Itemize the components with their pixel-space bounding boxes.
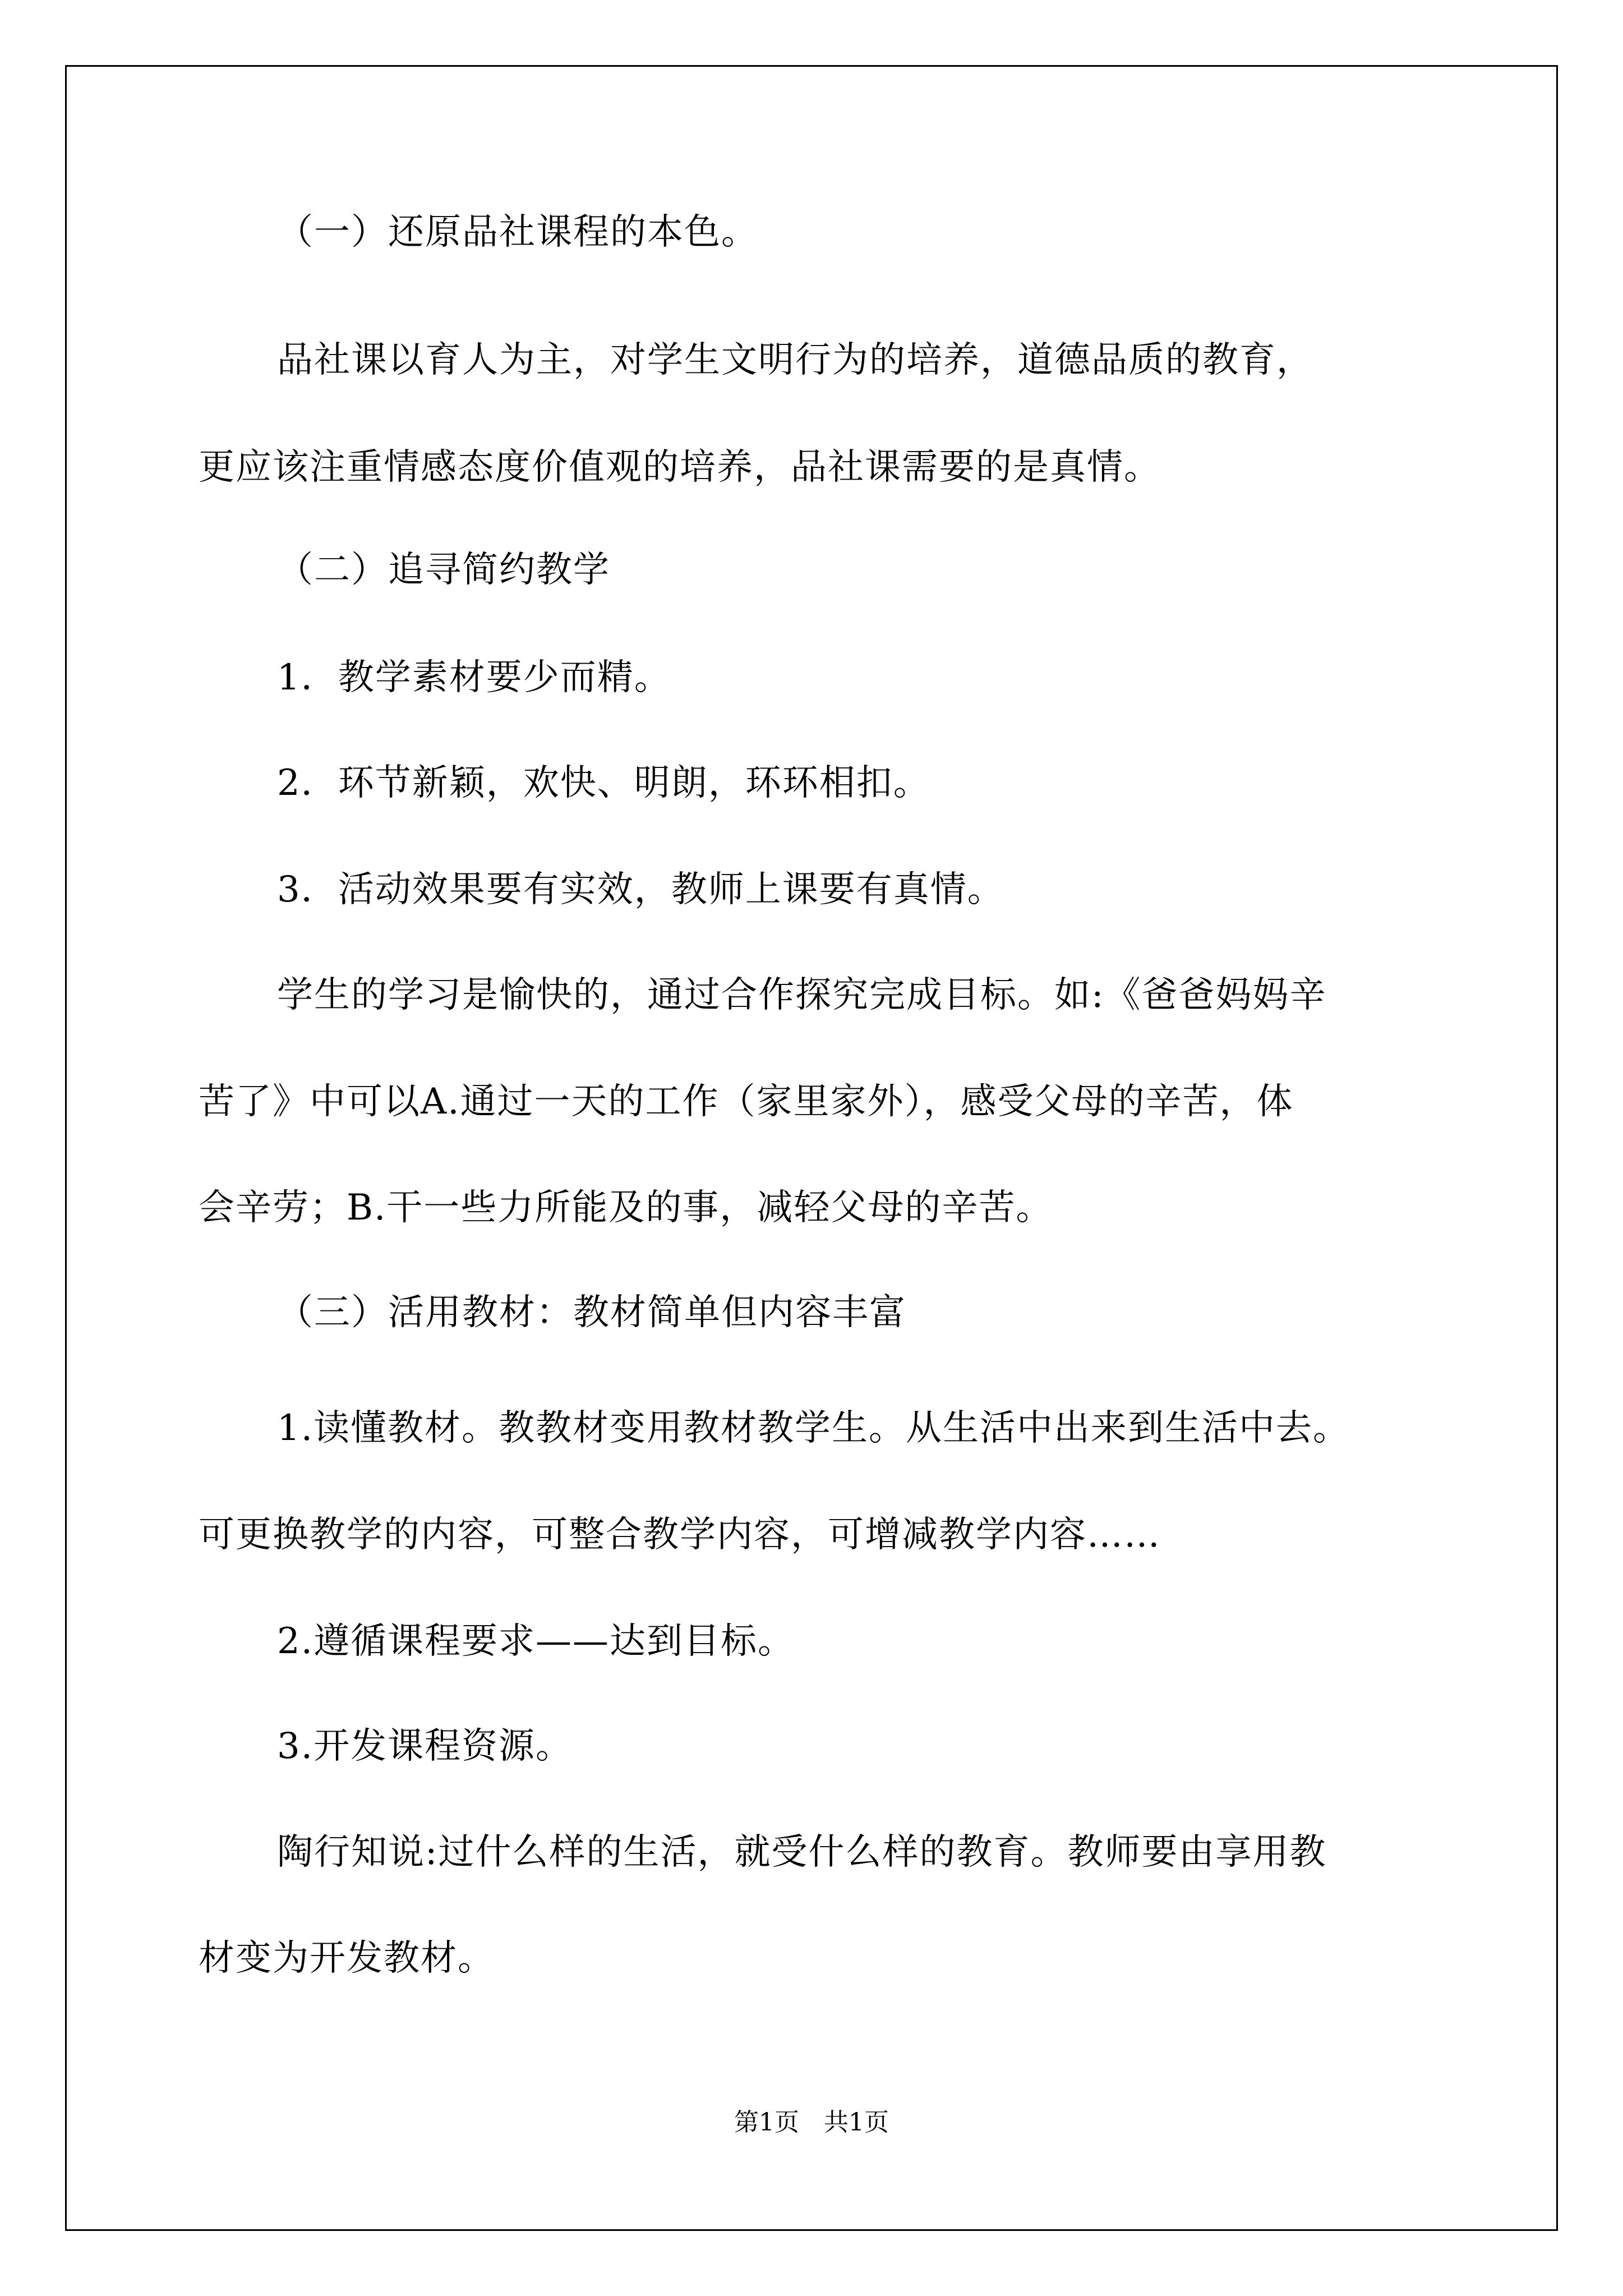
paragraph-line: 品社课以育人为主，对学生文明行为的培养，道德品质的教育， xyxy=(277,339,1313,381)
heading-1: （一）还原品社课程的本色。 xyxy=(277,211,758,253)
paragraph-line: 苦了》中可以A.通过一天的工作（家里家外），感受父母的辛苦，体 xyxy=(199,1081,1294,1122)
list-item: 3.开发课程资源。 xyxy=(277,1726,573,1767)
list-item: 2．环节新颖，欢快、明朗，环环相扣。 xyxy=(277,762,930,804)
paragraph-line: 可更换教学的内容，可整合教学内容，可增减教学内容…… xyxy=(199,1514,1161,1556)
paragraph-line: 更应该注重情感态度价值观的培养，品社课需要的是真情。 xyxy=(199,447,1161,488)
list-item: 2.遵循课程要求——达到目标。 xyxy=(277,1621,795,1662)
paragraph-line: 陶行知说:过什么样的生活，就受什么样的教育。教师要由享用教 xyxy=(277,1832,1327,1873)
list-item: 1．教学素材要少而精。 xyxy=(277,657,671,698)
heading-2: （二）追寻简约教学 xyxy=(277,549,610,591)
paragraph-line: 学生的学习是愉快的，通过合作探究完成目标。如:《爸爸妈妈辛 xyxy=(277,974,1327,1016)
page-border xyxy=(65,65,1558,2231)
list-item: 3．活动效果要有实效，教师上课要有真情。 xyxy=(277,869,1004,910)
paragraph-line: 材变为开发教材。 xyxy=(199,1938,495,1979)
page-number-footer: 第1页 共1页 xyxy=(734,2108,889,2137)
heading-3: （三）活用教材：教材简单但内容丰富 xyxy=(277,1292,906,1333)
paragraph-line: 会辛劳；B.干一些力所能及的事，减轻父母的辛苦。 xyxy=(199,1187,1053,1228)
paragraph-line: 1.读懂教材。教教材变用教材教学生。从生活中出来到生活中去。 xyxy=(277,1407,1350,1449)
